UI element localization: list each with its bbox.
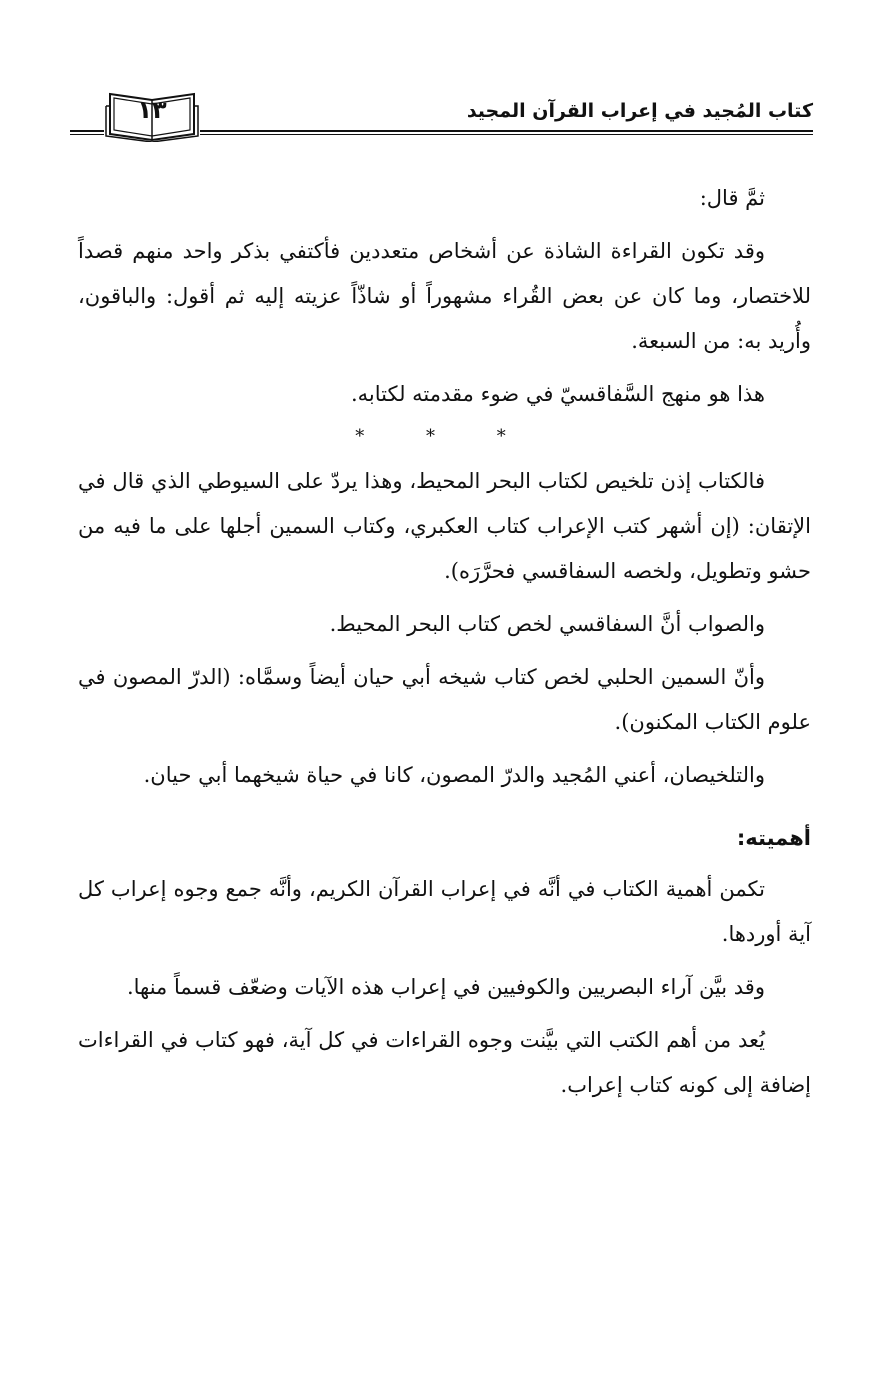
page-header [70, 86, 813, 146]
paragraph-shadh-readings: وقد تكون القراءة الشاذة عن أشخاص متعددين فأكتفي بذكر واحد منهم قصداً للاختصار، وما كان عن بعض القُراء مشهوراً أو شاذّاً عزيته إليه ثم أقول: والباقون، وأُريد به: من السبعة. [78, 239, 811, 353]
book-title: كتاب المُجيد في إعراب القرآن المجيد [466, 100, 813, 122]
paragraph-summary-bahr: فالكتاب إذن تلخيص لكتاب البحر المحيط، وهذا يردّ على السيوطي الذي قال في الإتقان: (إن أشهر كتب الإعراب كتاب العكبري، وكتاب السمين أجلها على ما فيه من حشو وتطويل، ولخصه السفاقسي فحرَّرَه). [78, 469, 811, 583]
paragraph-samin-halabi: وأنّ السمين الحلبي لخص كتاب شيخه أبي حيان أيضاً وسمَّاه: (الدرّ المصون في علوم الكتاب المكنون). [78, 665, 811, 734]
paragraph-two-summaries: والتلخيصان، أعني المُجيد والدرّ المصون، كانا في حياة شيخهما أبي حيان. [143, 763, 765, 787]
paragraph-correct-view: والصواب أنَّ السفاقسي لخص كتاب البحر المحيط. [329, 612, 765, 636]
paragraph-importance-1: تكمن أهمية الكتاب في أنَّه في إعراب القرآن الكريم، وأنَّه جمع وجوه إعراب كل آية أوردها. [78, 877, 811, 946]
page-content [78, 176, 811, 1116]
page-number: ١٣ [137, 96, 167, 124]
section-heading-importance: أهميته: [736, 826, 811, 850]
paragraph-method: هذا هو منهج السَّفاقسيّ في ضوء مقدمته لكتابه. [350, 382, 765, 406]
paragraph-quote-intro: ثمَّ قال: [699, 186, 765, 210]
section-divider-stars: * * * [355, 426, 534, 447]
paragraph-importance-3: يُعد من أهم الكتب التي بيَّنت وجوه القراءات في كل آية، فهو كتاب في القراءات إضافة إلى كونه كتاب إعراب. [78, 1028, 811, 1097]
header-rule-thin [200, 134, 813, 135]
open-book-icon [104, 86, 200, 142]
header-rule-left-thin [70, 134, 104, 135]
header-rule [200, 130, 813, 132]
header-rule-left [70, 130, 104, 132]
paragraph-importance-2: وقد بيَّن آراء البصريين والكوفيين في إعراب هذه الآيات وضعّف قسماً منها. [126, 975, 765, 999]
